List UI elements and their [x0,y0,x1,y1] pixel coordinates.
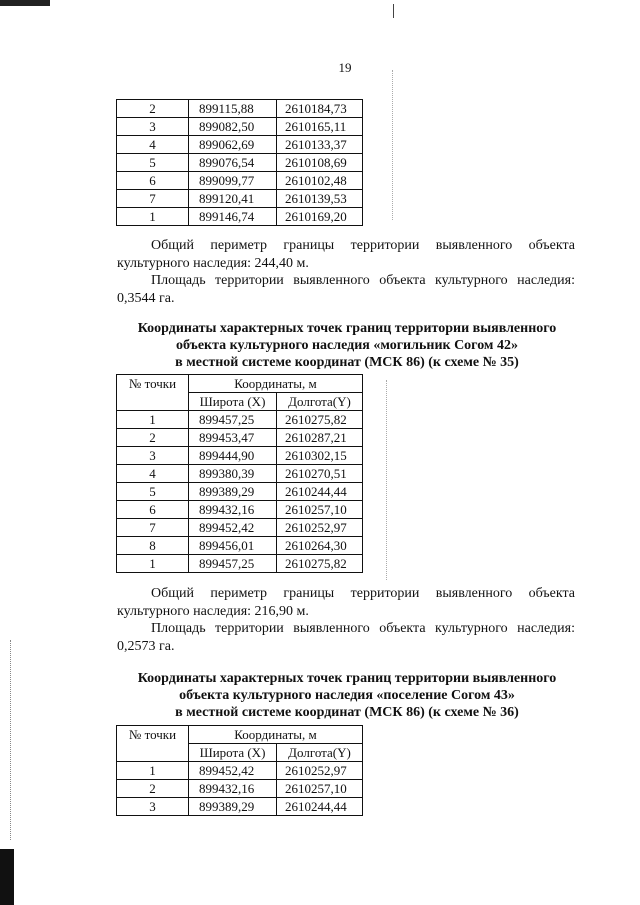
latitude-cell: 899062,69 [189,136,277,154]
table-row [117,172,363,190]
point-number-cell: 4 [117,465,189,483]
point-number-cell: 1 [117,762,189,780]
table-row [117,208,363,226]
point-number-cell: 2 [117,429,189,447]
header-point-number: № точки [117,726,189,762]
latitude-cell: 899457,25 [189,555,277,573]
coordinates-table-continued [116,99,363,226]
table-row [117,411,363,429]
table-body [117,762,363,816]
section-heading-35: Координаты характерных точек границ территории выявленного объекта культурного наследия «могильник Согом 42» в местной системе координат (МСК 86) (к схеме № 35) [137,321,557,370]
point-number-cell: 3 [117,447,189,465]
point-number-cell: 5 [117,483,189,501]
table-row [117,429,363,447]
point-number-cell: 6 [117,172,189,190]
table-row [117,519,363,537]
area-text-2-cont: 0,2573 га. [117,639,175,654]
point-number-cell: 1 [117,555,189,573]
latitude-cell: 899115,88 [189,100,277,118]
header-latitude: Широта (X) [189,744,277,762]
longitude-cell: 2610275,82 [277,555,363,573]
point-number-cell: 8 [117,537,189,555]
header-coordinates: Координаты, м [189,375,363,393]
table-row [117,465,363,483]
point-number-cell: 3 [117,798,189,816]
table-row [117,100,363,118]
area-text-1: Площадь территории выявленного объекта культурного наследия: [151,273,575,288]
longitude-cell: 2610102,48 [277,172,363,190]
longitude-cell: 2610244,44 [277,798,363,816]
perimeter-text-1: Общий периметр границы территории выявленного объекта [151,238,575,253]
table-row [117,118,363,136]
perimeter-text-2: Общий периметр границы территории выявленного объекта [151,586,575,601]
point-number-cell: 7 [117,190,189,208]
longitude-cell: 2610165,11 [277,118,363,136]
longitude-cell: 2610275,82 [277,411,363,429]
longitude-cell: 2610270,51 [277,465,363,483]
longitude-cell: 2610287,21 [277,429,363,447]
scan-fold-line [10,640,11,840]
table-body [117,411,363,573]
header-point-number: № точки [117,375,189,411]
latitude-cell: 899453,47 [189,429,277,447]
perimeter-text-2-cont: культурного наследия: 216,90 м. [117,604,309,619]
longitude-cell: 2610169,20 [277,208,363,226]
scan-mark [393,4,394,18]
longitude-cell: 2610252,97 [277,762,363,780]
longitude-cell: 2610264,30 [277,537,363,555]
table-row [117,798,363,816]
header-coordinates: Координаты, м [189,726,363,744]
latitude-cell: 899082,50 [189,118,277,136]
latitude-cell: 899444,90 [189,447,277,465]
longitude-cell: 2610252,97 [277,519,363,537]
header-longitude: Долгота(Y) [277,393,363,411]
area-text-1-cont: 0,3544 га. [117,291,175,306]
longitude-cell: 2610302,15 [277,447,363,465]
longitude-cell: 2610133,37 [277,136,363,154]
section-heading-36: Координаты характерных точек границ территории выявленного объекта культурного наследия «поселение Согом 43» в местной системе координат (МСК 86) (к схеме № 36) [137,671,557,720]
table-row [117,190,363,208]
point-number-cell: 5 [117,154,189,172]
header-longitude: Долгота(Y) [277,744,363,762]
table-row [117,555,363,573]
perimeter-text-1-cont: культурного наследия: 244,40 м. [117,256,309,271]
latitude-cell: 899380,39 [189,465,277,483]
area-text-2: Площадь территории выявленного объекта культурного наследия: [151,621,575,636]
latitude-cell: 899389,29 [189,483,277,501]
latitude-cell: 899389,29 [189,798,277,816]
table-row [117,483,363,501]
latitude-cell: 899076,54 [189,154,277,172]
table-row [117,154,363,172]
latitude-cell: 899457,25 [189,411,277,429]
longitude-cell: 2610257,10 [277,501,363,519]
page-number: 19 [338,60,352,75]
coordinates-table-36 [116,725,363,816]
point-number-cell: 6 [117,501,189,519]
point-number-cell: 3 [117,118,189,136]
latitude-cell: 899146,74 [189,208,277,226]
table-body [117,100,363,226]
table-row [117,537,363,555]
point-number-cell: 7 [117,519,189,537]
point-number-cell: 2 [117,100,189,118]
scan-fold-line [386,380,387,580]
scan-fold-line [392,70,393,220]
longitude-cell: 2610139,53 [277,190,363,208]
longitude-cell: 2610108,69 [277,154,363,172]
point-number-cell: 1 [117,208,189,226]
latitude-cell: 899120,41 [189,190,277,208]
longitude-cell: 2610244,44 [277,483,363,501]
header-latitude: Широта (X) [189,393,277,411]
point-number-cell: 4 [117,136,189,154]
table-row [117,447,363,465]
coordinates-table-35 [116,374,363,573]
point-number-cell: 1 [117,411,189,429]
point-number-cell: 2 [117,780,189,798]
table-row [117,501,363,519]
table-row [117,780,363,798]
latitude-cell: 899432,16 [189,501,277,519]
table-row [117,136,363,154]
table-row [117,762,363,780]
latitude-cell: 899432,16 [189,780,277,798]
latitude-cell: 899456,01 [189,537,277,555]
latitude-cell: 899099,77 [189,172,277,190]
scan-edge-artifact [0,0,50,6]
longitude-cell: 2610184,73 [277,100,363,118]
latitude-cell: 899452,42 [189,762,277,780]
scan-edge-artifact [0,849,14,905]
longitude-cell: 2610257,10 [277,780,363,798]
latitude-cell: 899452,42 [189,519,277,537]
